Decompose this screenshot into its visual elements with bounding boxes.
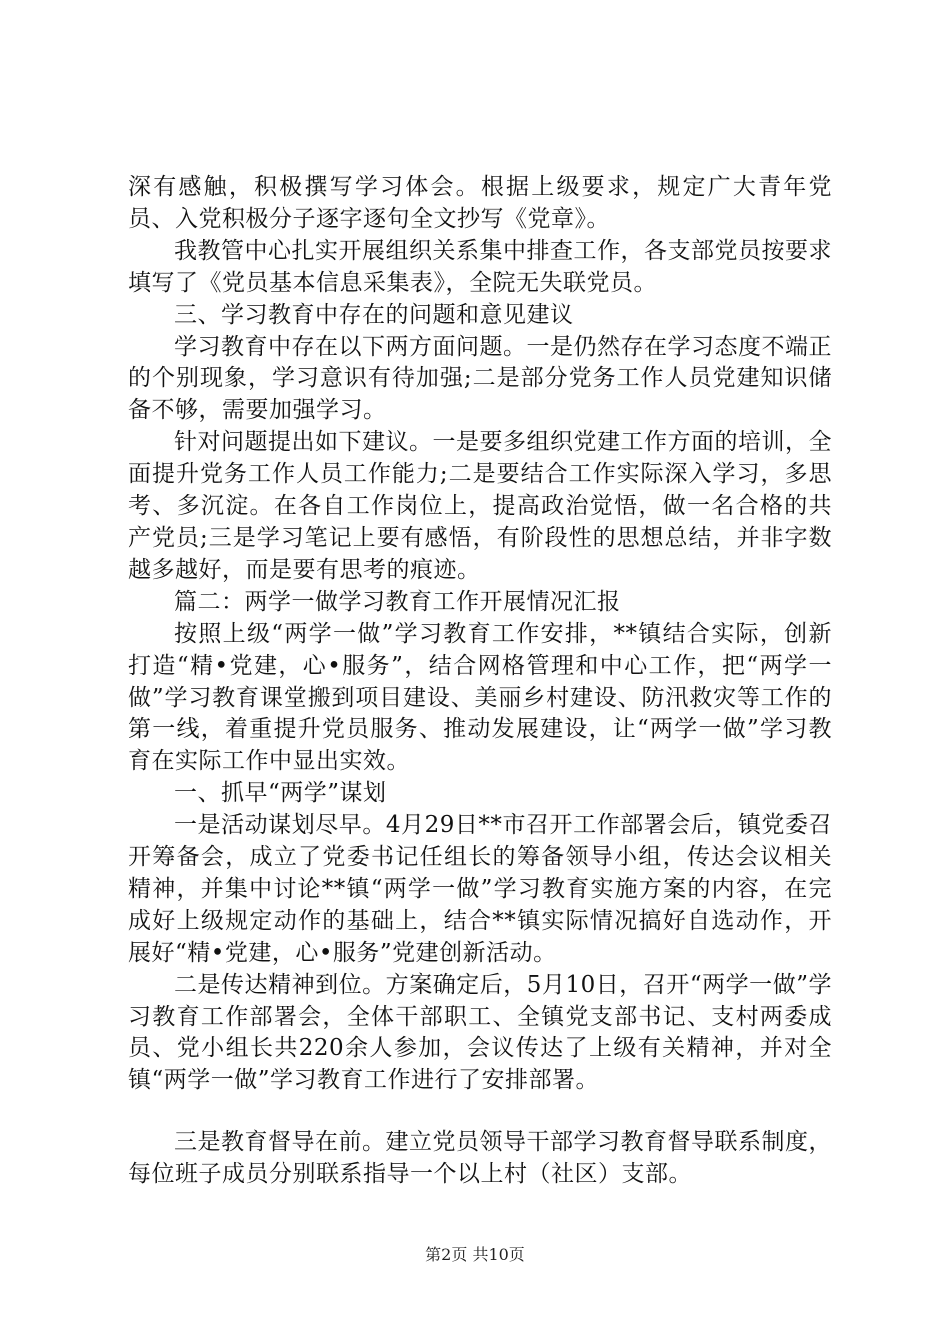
paragraph-7: 按照上级“两学一做”学习教育工作安排，**镇结合实际，创新打造“精•党建，心•服务”，结合网格管理和中心工作，把“两学一做”学习教育课堂搬到项目建设、美丽乡村建设、防汛救灾等工作的第一线，着重提升党员服务、推动发展建设，让“两学一做”学习教育在实际工作中显出实效。 xyxy=(128,620,832,775)
page-number-footer: 第2页 共10页 xyxy=(425,1245,525,1264)
paragraph-5: 针对问题提出如下建议。一是要多组织党建工作方面的培训，全面提升党务工作人员工作能力;二是要结合工作实际深入学习，多思考、多沉淀。在各自工作岗位上，提高政治觉悟，做一名合格的共产党员;三是学习笔记上要有感悟，有阶段性的思想总结，并非字数越多越好，而是要有思考的痕迹。 xyxy=(128,429,832,583)
paragraph-11: 三是教育督导在前。建立党员领导干部学习教育督导联系制度，每位班子成员分别联系指导一个以上村（社区）支部。 xyxy=(128,1129,832,1188)
paragraph-9: 一是活动谋划尽早。4月29日**市召开工作部署会后，镇党委召开筹备会，成立了党委书记任组长的筹备领导小组，传达会议相关精神，并集中讨论**镇“两学一做”学习教育实施方案的内容，在完成好上级规定动作的基础上，结合**镇实际情况搞好自选动作，开展好“精•党建，心•服务”党建创新活动。 xyxy=(128,812,832,966)
document-body xyxy=(128,172,832,1191)
paragraph-1: 深有感触，积极撰写学习体会。根据上级要求，规定广大青年党员、入党积极分子逐字逐句全文抄写《党章》。 xyxy=(128,174,832,232)
paragraph-2: 我教管中心扎实开展组织关系集中排查工作，各支部党员按要求填写了《党员基本信息采集表》，全院无失联党员。 xyxy=(128,237,832,296)
section-heading-3: 三、学习教育中存在的问题和意见建议 xyxy=(174,301,574,328)
paragraph-4: 学习教育中存在以下两方面问题。一是仍然存在学习态度不端正的个别现象，学习意识有待加强;二是部分党务工作人员党建知识储备不够，需要加强学习。 xyxy=(128,333,832,424)
paragraph-10: 二是传达精神到位。方案确定后，5月10日，召开“两学一做”学习教育工作部署会，全体干部职工、全镇党支部书记、支村两委成员、党小组长共220余人参加，会议传达了上级有关精神，并对全镇“两学一做”学习教育工作进行了安排部署。 xyxy=(128,971,832,1094)
section-heading-1: 一、抓早“两学”谋划 xyxy=(174,780,387,807)
chapter-heading-part2: 篇二：两学一做学习教育工作开展情况汇报 xyxy=(174,588,621,615)
paragraph-gap xyxy=(128,1097,832,1127)
